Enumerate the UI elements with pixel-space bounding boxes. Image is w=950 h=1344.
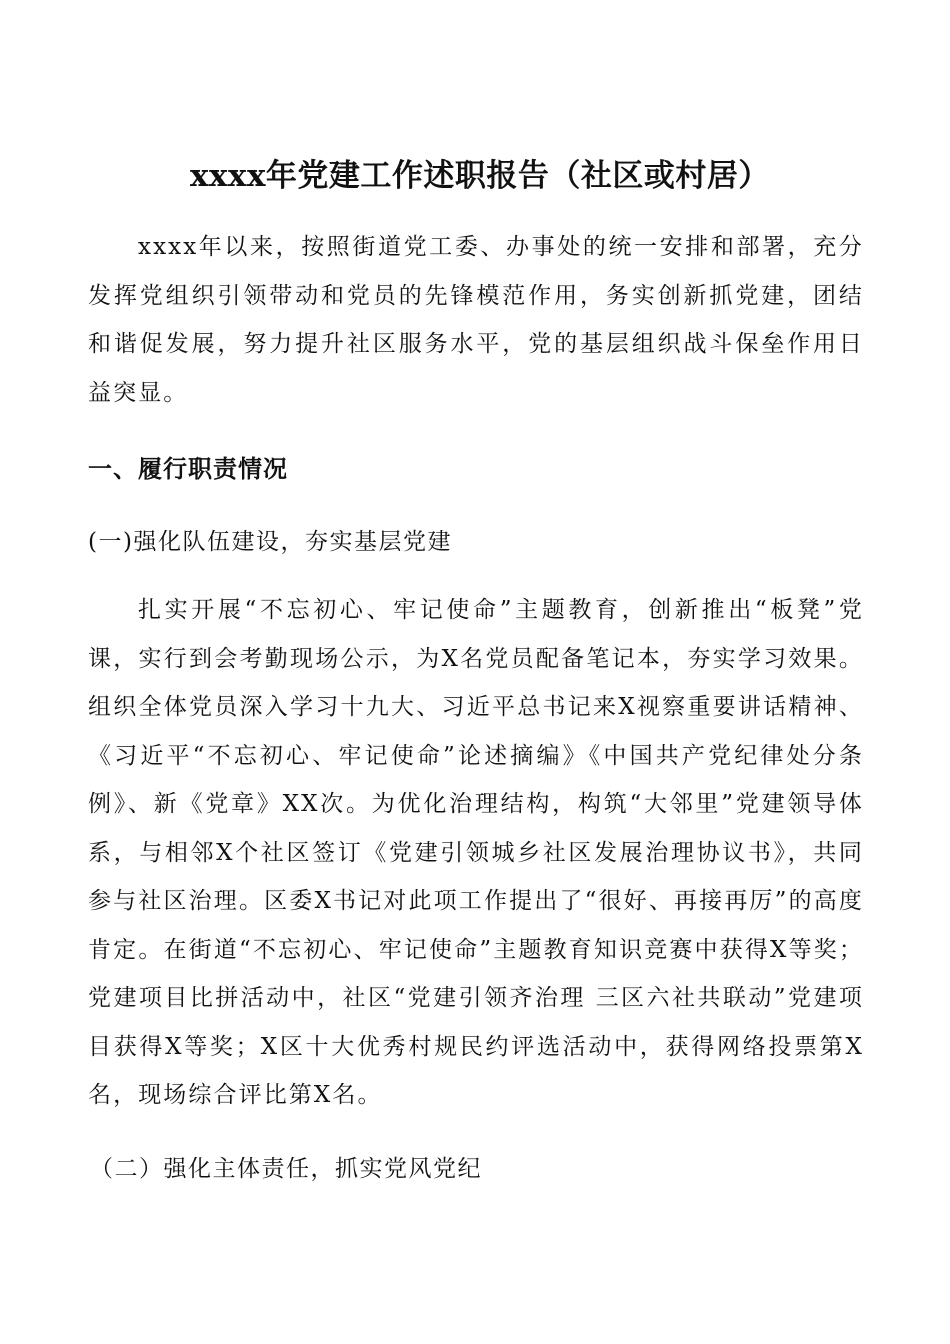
intro-paragraph: xxxx年以来，按照街道党工委、办事处的统一安排和部署，充分发挥党组织引领带动和党员的先锋模范作用，务实创新抓党建，团结和谐促发展，努力提升社区服务水平，党的基层组织战斗保垒作用日益突显。	[88, 234, 864, 406]
subsection-1-paragraph: 扎实开展“不忘初心、牢记使命”主题教育，创新推出“板凳”党课，实行到会考勤现场公示，为X名党员配备笔记本，夯实学习效果。组织全体党员深入学习十九大、习近平总书记来X视察重要讲话精神、《习近平“不忘初心、牢记使命”论述摘编》《中国共产党纪律处分条例》、新《党章》XX次。为优化治理结构，构筑“大邻里”党建领导体系，与相邻X个社区签订《党建引领城乡社区发展治理协议书》，共同参与社区治理。区委X书记对此项工作提出了“很好、再接再厉”的高度肯定。在街道“不忘初心、牢记使命”主题教育知识竞赛中获得X等奖；党建项目比拼活动中，社区“党建引领齐治理 三区六社共联动”党建项目获得X等奖；X区十大优秀村规民约评选活动中，获得网络投票第X名，现场综合评比第X名。	[88, 597, 864, 1108]
document-title: xxxx年党建工作述职报告（社区或村居）	[190, 158, 770, 194]
subsection-heading-2: （二）强化主体责任，抓实党风党纪	[90, 1156, 482, 1182]
section-heading-1: 一、履行职责情况	[88, 455, 288, 483]
subsection-heading-1: (一)强化队伍建设，夯实基层党建	[88, 529, 452, 555]
